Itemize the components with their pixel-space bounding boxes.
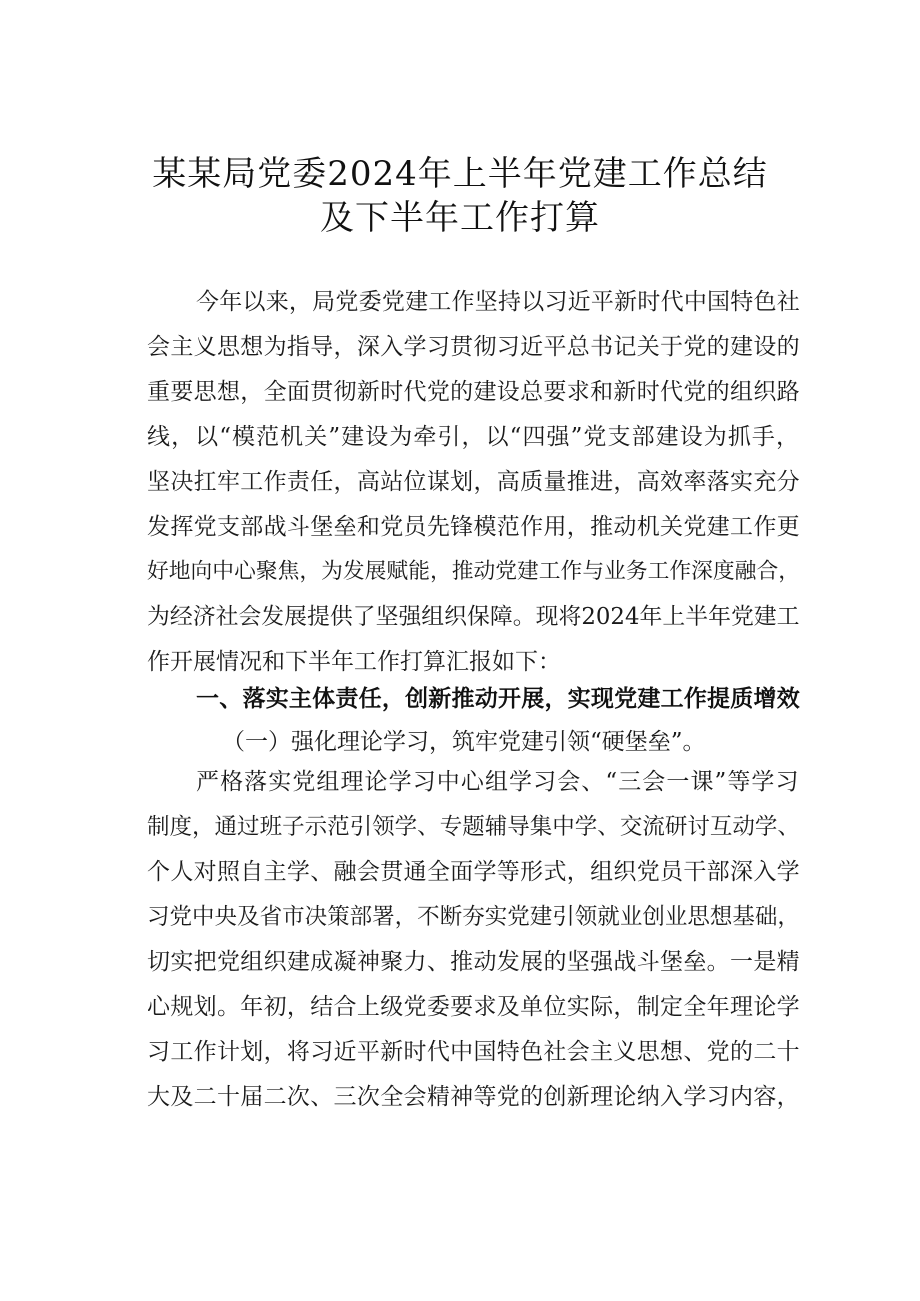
paragraph-line: 制度，通过班子示范引领学、专题辅导集中学、交流研讨互动学、 (147, 814, 800, 840)
paragraph-line: 习工作计划，将习近平新时代中国特色社会主义思想、党的二十 (147, 1039, 800, 1065)
paragraph-line: 发挥党支部战斗堡垒和党员先锋模范作用，推动机关党建工作更 (147, 514, 800, 540)
subsection-heading-1: （一）强化理论学习，筑牢党建引领“硬堡垒”。 (222, 729, 706, 755)
paragraph-line: 严格落实党组理论学习中心组学习会、“三会一课”等学习 (196, 769, 800, 795)
paragraph-line: 为经济社会发展提供了坚强组织保障。现将2024年上半年党建工 (147, 604, 800, 630)
paragraph-line: 好地向中心聚焦，为发展赋能，推动党建工作与业务工作深度融合， (147, 559, 800, 584)
paragraph-line: 今年以来，局党委党建工作坚持以习近平新时代中国特色社 (196, 289, 800, 315)
section-heading-1: 一、落实主体责任，创新推动开展，实现党建工作提质增效 (196, 686, 800, 712)
paragraph-line: 心规划。年初，结合上级党委要求及单位实际，制定全年理论学 (147, 994, 800, 1020)
paragraph-line: 大及二十届二次、三次全会精神等党的创新理论纳入学习内容， (147, 1084, 800, 1110)
paragraph-line: 习党中央及省市决策部署，不断夯实党建引领就业创业思想基础， (147, 904, 800, 930)
paragraph-line: 坚决扛牢工作责任，高站位谋划，高质量推进，高效率落实充分 (147, 469, 800, 495)
paragraph-line: 个人对照自主学、融会贯通全面学等形式，组织党员干部深入学 (147, 859, 800, 885)
paragraph-line: 重要思想，全面贯彻新时代党的建设总要求和新时代党的组织路 (147, 379, 800, 405)
paragraph-line: 作开展情况和下半年工作打算汇报如下： (147, 649, 561, 675)
paragraph-line: 切实把党组织建成凝神聚力、推动发展的坚强战斗堡垒。一是精 (147, 949, 800, 975)
document-title-line-1: 某某局党委2024年上半年党建工作总结 (152, 154, 768, 194)
paragraph-line: 线，以“模范机关”建设为牵引，以“四强”党支部建设为抓手， (147, 424, 801, 450)
paragraph-line: 会主义思想为指导，深入学习贯彻习近平总书记关于党的建设的 (147, 334, 800, 360)
document-title-line-2: 及下半年工作打算 (320, 198, 600, 238)
